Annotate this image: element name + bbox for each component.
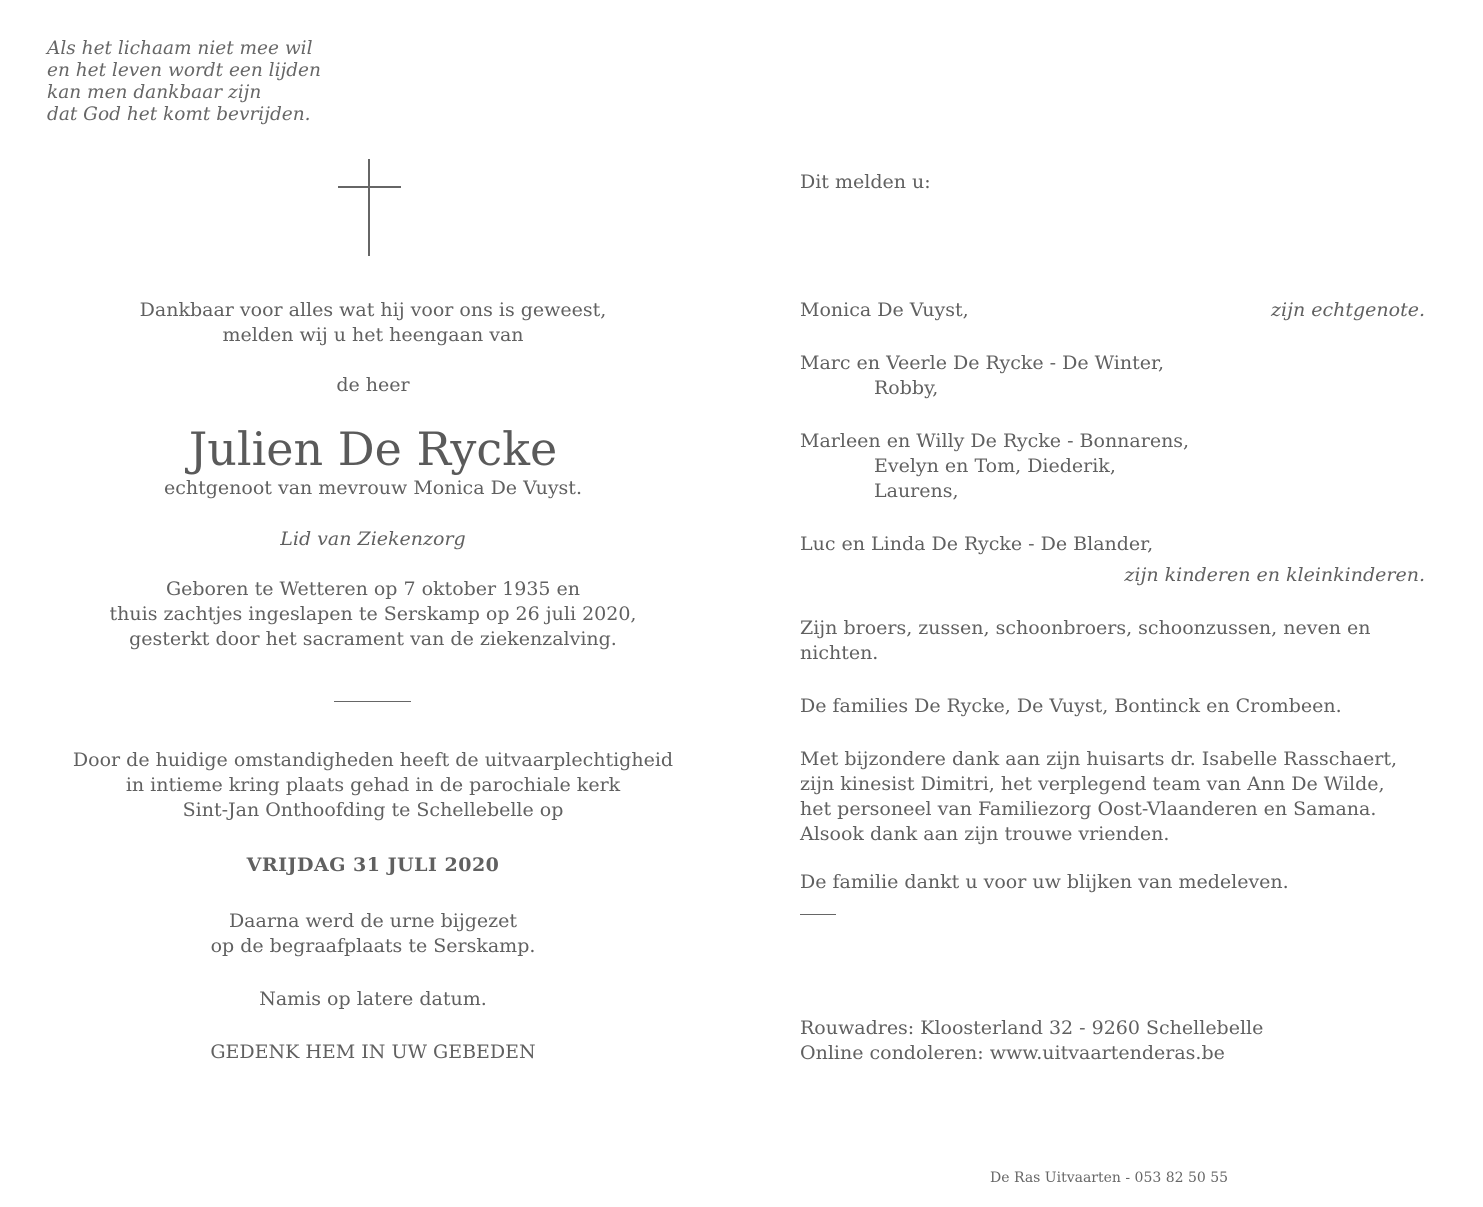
poem-line: kan men dankbaar zijn xyxy=(47,82,262,103)
child-family-2: Marleen en Willy De Rycke - Bonnarens, Evelyn en Tom, Diederik, Laurens, xyxy=(800,430,1190,502)
children-role: zijn kinderen en kleinkinderen. xyxy=(1124,564,1425,586)
spouse-line: echtgenoot van mevrouw Monica De Vuyst. xyxy=(164,477,582,499)
child-family-3: Luc en Linda De Rycke - De Blander, xyxy=(800,533,1154,555)
divider xyxy=(800,914,836,915)
mass-text: Namis op latere datum. xyxy=(259,988,487,1010)
spouse-name: Monica De Vuyst, xyxy=(800,299,969,321)
ceremony-text: Door de huidige omstandigheden heeft de uitvaarplechtigheid in intieme kring plaats gehad in de parochiale kerk Sint-Jan Onthoofding te Schellebelle op xyxy=(72,749,674,821)
thanks-text: Met bijzondere dank aan zijn huisarts dr. Isabelle Rasschaert, zijn kinesist Dimitri, het verplegend team van Ann De Wilde, het personeel van Familiezorg Oost-Vlaanderen en Samana. Alsook dank aan zijn trouwe vrienden. xyxy=(800,748,1398,845)
contact-info xyxy=(800,1016,1425,1066)
membership: Lid van Ziekenzorg xyxy=(280,528,466,550)
birth-death-text: Geboren te Wetteren op 7 oktober 1935 en thuis zachtjes ingeslapen te Serskamp op 26 juli 2020, gesterkt door het sacrament van de ziekenzalving. xyxy=(109,578,637,650)
divider xyxy=(334,701,411,702)
spouse-row xyxy=(800,298,1425,323)
child-family-1: Marc en Veerle De Rycke - De Winter, Robby, xyxy=(800,352,1165,399)
spouse-role: zijn echtgenote. xyxy=(1270,299,1425,321)
poem-line: dat God het komt bevrijden. xyxy=(47,104,311,125)
urn-text: Daarna werd de urne bijgezet op de begraafplaats te Serskamp. xyxy=(210,910,536,957)
families-text: De families De Rycke, De Vuyst, Bontinck en Crombeen. xyxy=(800,695,1342,717)
opening-poem xyxy=(47,38,321,126)
online-condolence: Online condoleren: www.uitvaartenderas.be xyxy=(800,1042,1225,1064)
mourning-address: Rouwadres: Kloosterland 32 - 9260 Schellebelle xyxy=(800,1017,1264,1039)
poem-line: Als het lichaam niet mee wil xyxy=(47,38,313,59)
closing-text: GEDENK HEM IN UW GEBEDEN xyxy=(210,1041,536,1063)
cross-icon-bar xyxy=(338,186,401,188)
poem-line: en het leven wordt een lijden xyxy=(47,60,321,81)
deceased-name: Julien De Rycke xyxy=(188,422,558,476)
announce-text: Dit melden u: xyxy=(800,171,931,193)
funeral-date: VRIJDAG 31 JULI 2020 xyxy=(246,854,500,876)
honorific: de heer xyxy=(336,374,410,396)
siblings-text: Zijn broers, zussen, schoonbroers, schoonzussen, neven en nichten. xyxy=(800,617,1371,664)
funeral-home-footer: De Ras Uitvaarten - 053 82 50 55 xyxy=(990,1170,1229,1186)
cross-icon xyxy=(368,159,370,256)
family-thanks: De familie dankt u voor uw blijken van medeleven. xyxy=(800,871,1289,893)
intro-text: Dankbaar voor alles wat hij voor ons is geweest, melden wij u het heengaan van xyxy=(139,299,607,346)
